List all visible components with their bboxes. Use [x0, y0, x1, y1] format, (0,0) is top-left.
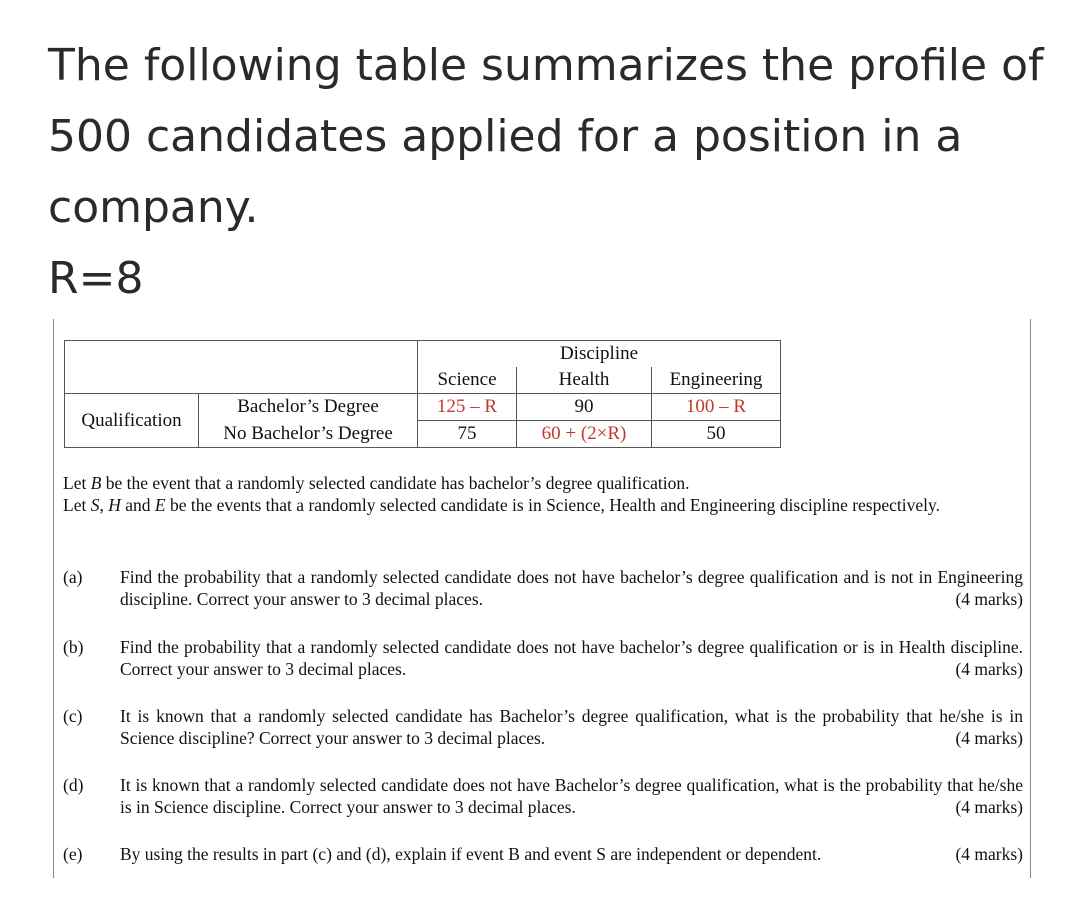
row-label-bachelor: Bachelor’s Degree	[199, 394, 418, 421]
definition-b	[63, 472, 1023, 494]
question-text: Find the probability that a randomly selected candidate does not have bachelor’s degree qualification or is in Health discipline. Correct your answer to 3 decimal places.	[120, 637, 1023, 679]
question-document	[53, 319, 1031, 878]
text-span: be the events that a randomly selected candidate is in Science, Health and Engineering discipline respectively.	[165, 495, 940, 515]
table-cell: 60 + (2×R)	[517, 421, 652, 448]
marks-badge: (4 marks)	[955, 659, 1023, 679]
question-label: (c)	[63, 706, 83, 726]
question-text: It is known that a randomly selected candidate has Bachelor’s degree qualification, what is the probability that he/she is in Science discipline? Correct your answer to 3 decimal places.	[120, 706, 1023, 748]
question-text: Find the probability that a randomly selected candidate does not have bachelor’s degree qualification and is not in Engineering discipline. Correct your answer to 3 decimal places.	[120, 567, 1023, 609]
r-value: R=8	[48, 253, 144, 304]
marks-badge: (4 marks)	[955, 589, 1023, 609]
text-span: Let	[63, 473, 91, 493]
table-header-row	[65, 341, 781, 368]
column-engineering: Engineering	[652, 367, 781, 394]
intro-line-2: 500 candidates applied for a position in a	[48, 111, 963, 162]
table-cell: 125 – R	[418, 394, 517, 421]
text-span: be the event that a randomly selected candidate has bachelor’s degree qualification.	[101, 473, 690, 493]
intro-line-3: company.	[48, 182, 259, 233]
marks-badge: (4 marks)	[955, 844, 1023, 864]
text-span: Let	[63, 495, 91, 515]
marks-badge: (4 marks)	[955, 728, 1023, 748]
variable-b: B	[90, 473, 102, 493]
question-text: It is known that a randomly selected candidate does not have Bachelor’s degree qualification, what is the probability that he/she is in Science discipline. Correct your answer to 3 decimal places.	[120, 775, 1023, 817]
question-label: (a)	[63, 567, 83, 587]
variable-e: E	[154, 495, 166, 515]
table-cell: 50	[652, 421, 781, 448]
question-label: (b)	[63, 637, 84, 657]
discipline-header: Discipline	[418, 341, 781, 368]
text-span: and	[120, 495, 155, 515]
question-text: By using the results in part (c) and (d), explain if event B and event S are independent or dependent.	[120, 844, 822, 864]
table-empty-corner	[65, 341, 418, 394]
text-span: ,	[99, 495, 109, 515]
table-cell: 100 – R	[652, 394, 781, 421]
variable-h: H	[108, 495, 121, 515]
question-label: (d)	[63, 775, 84, 795]
table-cell: 75	[418, 421, 517, 448]
column-science: Science	[418, 367, 517, 394]
column-health: Health	[517, 367, 652, 394]
marks-badge: (4 marks)	[955, 797, 1023, 817]
qualification-label: Qualification	[65, 394, 199, 448]
row-label-no-bachelor: No Bachelor’s Degree	[199, 421, 418, 448]
intro-text	[48, 30, 1048, 314]
definition-she	[63, 494, 1023, 516]
table-cell: 90	[517, 394, 652, 421]
variable-s: S	[90, 495, 100, 515]
intro-line-1: The following table summarizes the profile of	[48, 40, 1044, 91]
table-row	[65, 394, 781, 421]
profile-table	[64, 340, 781, 448]
question-label: (e)	[63, 844, 83, 864]
